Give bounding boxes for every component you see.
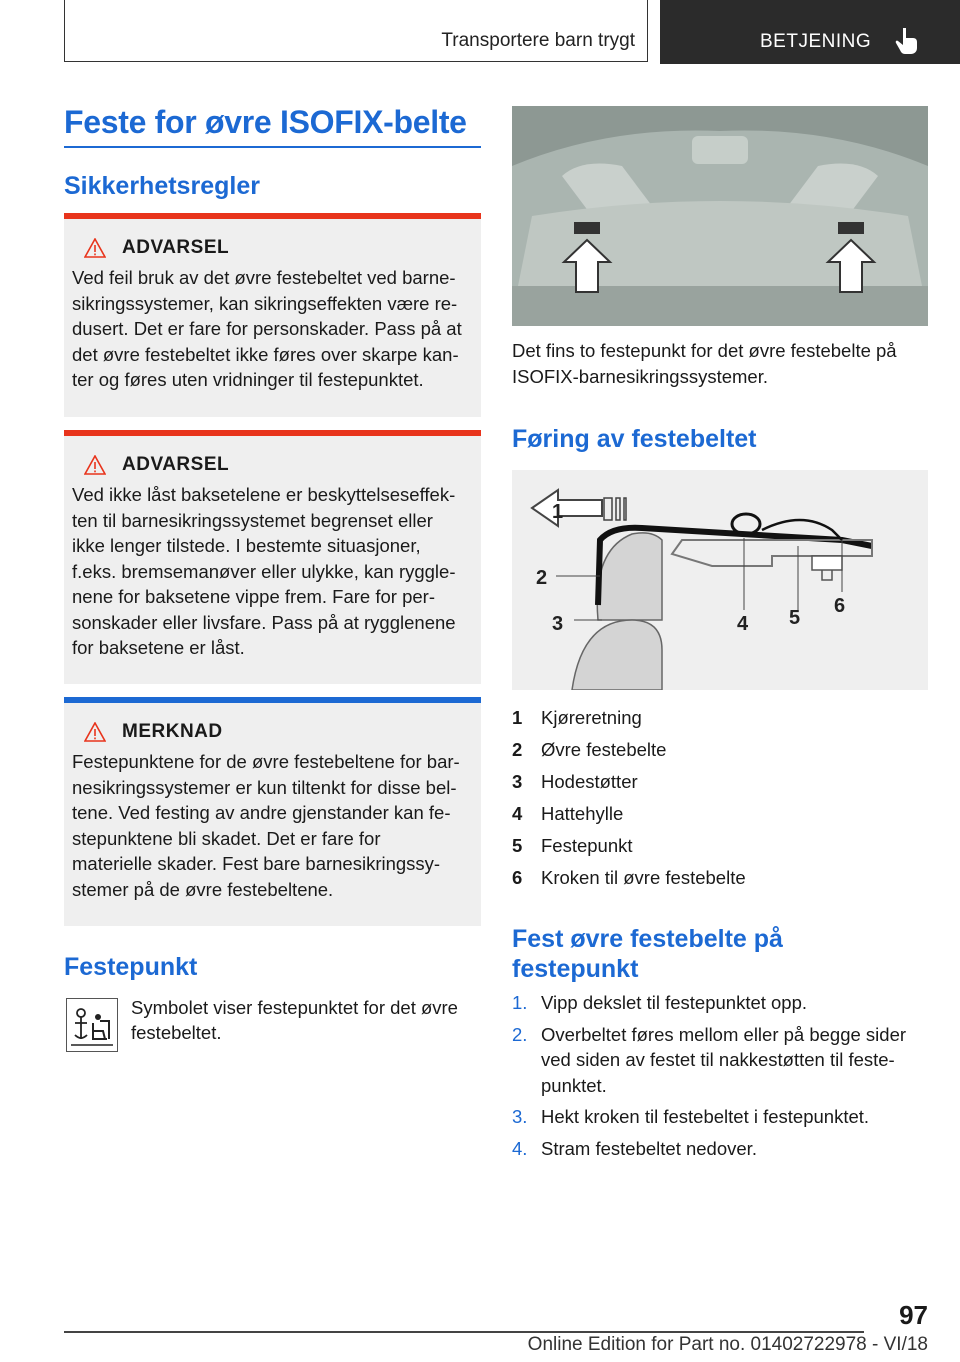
warning-bar: [64, 430, 481, 436]
legend-item: 4 Hattehylle: [512, 803, 624, 824]
anchor-symbol-text: Symbolet viser festepunktet for det øvre festebeltet.: [131, 997, 458, 1043]
header-section-box: [64, 0, 648, 62]
warning-title: ADVARSEL: [122, 454, 230, 475]
attach-steps: [512, 990, 928, 1167]
diagram-label-2: 2: [536, 567, 548, 589]
diagram-label-5: 5: [789, 607, 801, 629]
warning-triangle-icon: [84, 238, 106, 258]
header-chapter-title: BETJENING: [760, 31, 872, 52]
header-chapter-tab: [660, 0, 960, 64]
footer-divider: [64, 1331, 864, 1333]
cargo-area-photo: [512, 106, 928, 326]
pointing-hand-icon: [894, 26, 920, 56]
diagram-label-4: 4: [737, 613, 749, 635]
note-title: MERKNAD: [122, 721, 223, 742]
page-number: 97: [899, 1300, 928, 1330]
step-item: 3. Hekt kroken til festebeltet i festepunktet.: [512, 1106, 870, 1127]
legend-item: 5 Festepunkt: [512, 835, 633, 856]
diagram-legend: [512, 702, 746, 894]
anchor-heading: Festepunkt: [64, 953, 198, 981]
note-bar: [64, 697, 481, 703]
title-underline: [64, 146, 481, 148]
attach-heading: Fest øvre festebelte på festepunkt: [512, 925, 783, 983]
warning-triangle-icon: [84, 455, 106, 475]
warning-text: Ved ikke låst baksetelene er beskyttelseseffek- ten til barnesikringssystemet begrenset eller ikke lenger tilstede. I bestemte situasjoner, f.eks. bremsemanøver eller ulykke, kan ryggle- nene for baksetene vippe frem. Fare for per- sonskader eller livsfare. Pass på at rygglenene for baksetene er låst.: [72, 484, 456, 658]
note-box: [64, 697, 481, 926]
warning-triangle-icon: [84, 722, 106, 742]
warning-text: Ved feil bruk av det øvre festebeltet ved barne- sikringssystemer, kan sikringseffekten være re- dusert. Det er fare for personskader. Pass på at det øvre festebeltet ikke føres over skarpe kan- ter og føres uten vridninger til festepunktet.: [72, 267, 462, 390]
legend-item: 1 Kjøreretning: [512, 707, 642, 728]
legend-item: 2 Øvre festebelte: [512, 739, 667, 760]
child-seat-anchor-icon: [67, 999, 117, 1051]
safety-heading: Sikkerhetsregler: [64, 172, 260, 200]
cargo-area-illustration: [512, 106, 928, 326]
warning-box-1: [64, 213, 481, 417]
step-item: 4. Stram festebeltet nedover.: [512, 1137, 757, 1159]
isofix-anchor-symbol: [66, 998, 118, 1052]
footer-edition: Online Edition for Part no. 01402722978 - VI/18: [527, 1334, 928, 1355]
diagram-label-6: 6: [834, 595, 846, 617]
strap-routing-illustration: [512, 470, 928, 690]
diagram-label-3: 3: [552, 613, 564, 635]
note-text: Festepunktene for de øvre festebeltene for bar- nesikringssystemer er kun tiltenkt for disse bel- tene. Ved festing av andre gjenstander kan fe- stepunktene bli skadet. Det er fare for materielle skader. Fest bare barnesikringssy- stemer på de øvre festebeltene.: [72, 751, 460, 900]
header-section-title: Transportere barn trygt: [441, 30, 635, 51]
legend-item: 6 Kroken til øvre festebelte: [512, 867, 746, 888]
page-title: Feste for øvre ISOFIX-belte: [64, 104, 467, 140]
diagram-label-1: 1: [552, 501, 564, 523]
warning-bar: [64, 213, 481, 219]
warning-title: ADVARSEL: [122, 237, 230, 258]
routing-heading: Føring av festebeltet: [512, 425, 757, 453]
photo-caption: Det fins to festepunkt for det øvre festebelte på ISOFIX-barnesikringssystemer.: [512, 340, 897, 387]
legend-item: 3 Hodestøtter: [512, 771, 638, 792]
step-item: 2. Overbeltet føres mellom eller på begge sider ved siden av festet til nakkestøtten til feste- punktet.: [512, 1023, 907, 1096]
strap-routing-diagram: [512, 470, 928, 690]
warning-box-2: [64, 430, 481, 684]
step-item: 1. Vipp dekslet til festepunktet opp.: [512, 992, 808, 1013]
